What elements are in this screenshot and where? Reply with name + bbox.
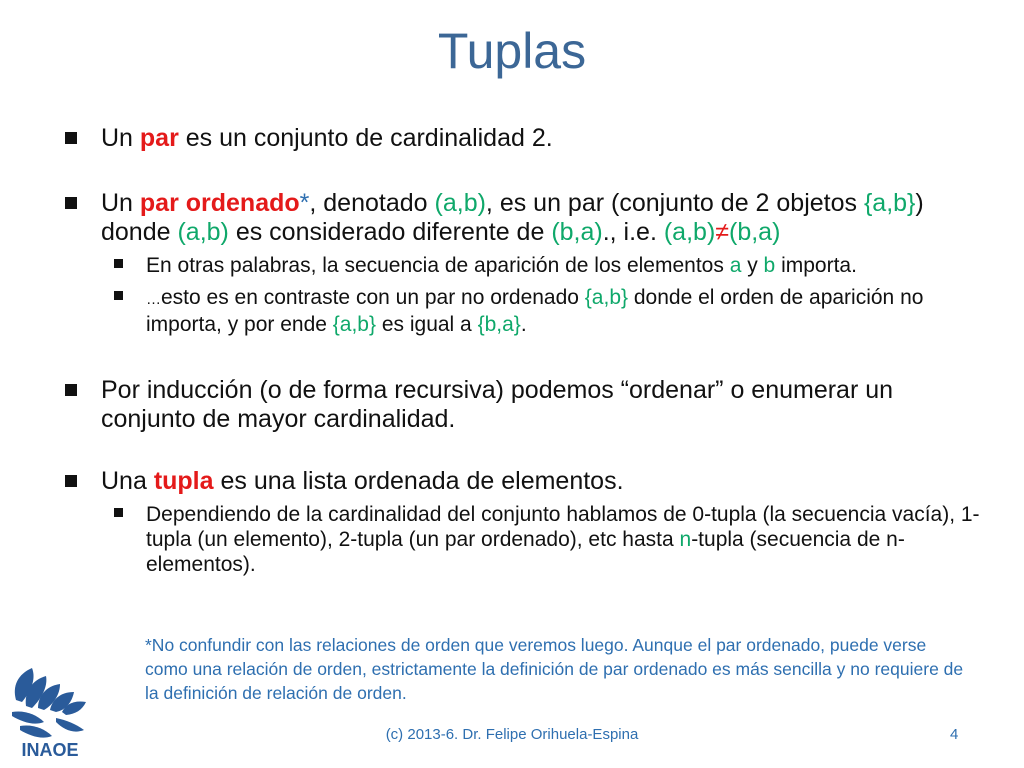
square-bullet-icon xyxy=(114,291,123,300)
page-number: 4 xyxy=(950,726,959,743)
sub-bullet-secuencia: En otras palabras, la secuencia de aparición de los elementos a y b importa. xyxy=(60,253,980,278)
square-bullet-icon xyxy=(65,132,77,144)
term-tupla: tupla xyxy=(153,467,214,495)
term-par-ordenado: par ordenado xyxy=(139,189,300,217)
footnote: *No confundir con las relaciones de orden que veremos luego. Aunque el par ordenado, puede verse como una relación de orden, estrictamente la definición de par ordenado es más sencilla y no requiere de la definición de relación de orden. xyxy=(145,635,964,703)
sub-bullet-contraste: …esto es en contraste con un par no ordenado {a,b} donde el orden de aparición no importa, y por ende {a,b} es igual a {b,a}. xyxy=(60,285,980,337)
bullet-tupla: Una tupla es una lista ordenada de elementos. xyxy=(60,467,980,496)
square-bullet-icon xyxy=(65,475,77,487)
bullet-induccion: Por inducción (o de forma recursiva) podemos “ordenar” o enumerar un conjunto de mayor cardinalidad. xyxy=(60,376,980,434)
square-bullet-icon xyxy=(114,259,123,268)
slide-content xyxy=(60,118,980,577)
term-par: par xyxy=(139,124,179,152)
slide-title: Tuplas xyxy=(437,23,587,79)
square-bullet-icon xyxy=(65,197,77,209)
footer-credit: (c) 2013-6. Dr. Felipe Orihuela-Espina xyxy=(385,726,639,743)
sub-bullet-cardinalidad: Dependiendo de la cardinalidad del conjunto hablamos de 0-tupla (la secuencia vacía), 1-tupla (un elemento), 2-tupla (un par ordenado), etc hasta n-tupla (secuencia de n-elementos). xyxy=(60,502,980,577)
square-bullet-icon xyxy=(114,508,123,517)
bullet-par-ordenado: Un par ordenado*, denotado (a,b), es un par (conjunto de 2 objetos {a,b}) donde (a,b) es considerado diferente de (b,a)., i.e. (a,b)≠(b,a) xyxy=(60,189,980,247)
inaoe-logo xyxy=(6,660,94,762)
square-bullet-icon xyxy=(65,384,77,396)
logo-text: INAOE xyxy=(21,740,79,760)
bullet-par: Un par es un conjunto de cardinalidad 2. xyxy=(60,124,980,153)
